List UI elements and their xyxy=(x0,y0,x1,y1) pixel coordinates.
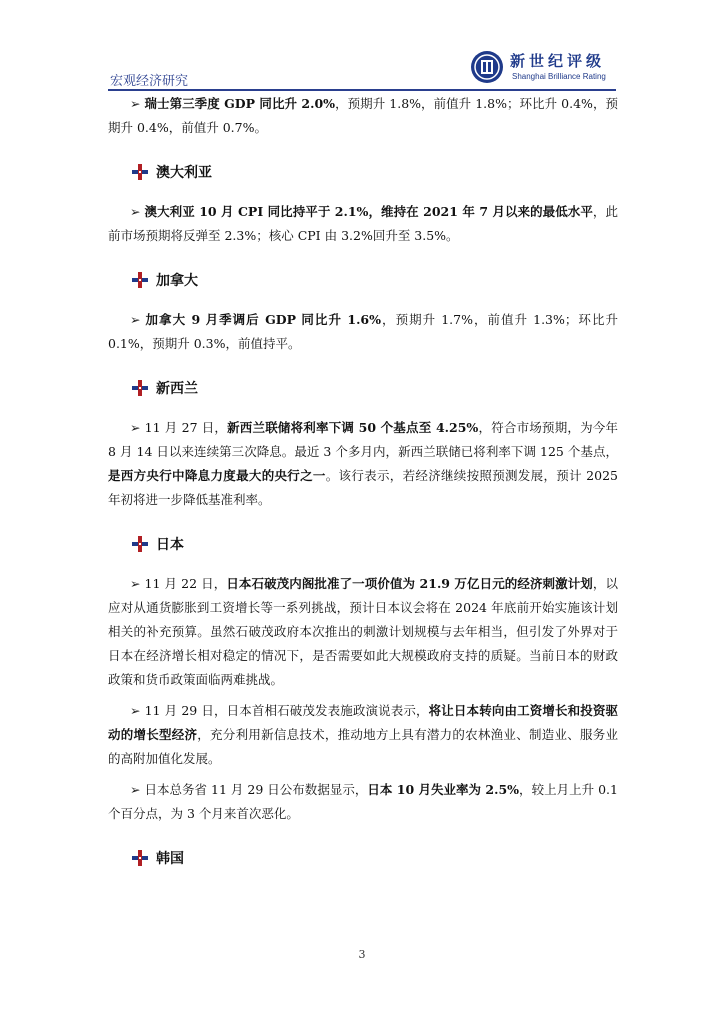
section-title: 日本 xyxy=(156,537,184,553)
body-text: ，以应对从通货膨胀到工资增长等一系列挑战，预计日本议会将在 2024 年底前开始实施该计划相关的补充预算。虽然石破茂政府本次推出的刺激计划规模与去年相当，但引发了外界对于日本在经济增长相对稳定的情况下，是否需要如此大规模政府支持的质疑。当前日本的财政政策和货币政策面临两难挑战。 xyxy=(108,576,618,687)
bold-text: 加拿大 9 月季调后 GDP 同比升 1.6% xyxy=(145,312,382,327)
header-title: 宏观经济研究 xyxy=(110,74,189,89)
body-text: 。该行表示，若经济继续按照预测发展，预计 2025 年初将进一步降低基准利率。 xyxy=(108,468,618,507)
paragraph xyxy=(108,572,618,692)
paragraph xyxy=(108,699,618,771)
logo-emblem-icon xyxy=(470,50,504,84)
section-title: 韩国 xyxy=(156,851,184,867)
section-heading-korea xyxy=(130,846,618,870)
bullet-arrow-icon: ➢ xyxy=(130,703,141,718)
paragraph xyxy=(108,778,618,826)
paragraph xyxy=(108,92,618,140)
document-body xyxy=(108,92,618,886)
section-marker-icon xyxy=(130,378,150,398)
section-heading-japan xyxy=(130,532,618,556)
bullet-arrow-icon: ➢ xyxy=(130,576,141,591)
body-text: ，符合市场预期，为今年 8 月 14 日以来连续第三次降息。最近 3 个多月内，新西兰联储已将利率下调 125 个基点， xyxy=(108,420,618,459)
body-text: 11 月 29 日，日本首相石破茂发表施政演说表示， xyxy=(144,703,429,718)
header-divider xyxy=(108,89,616,91)
page-number: 3 xyxy=(358,948,366,961)
section-title: 澳大利亚 xyxy=(156,165,212,181)
bold-text: 瑞士第三季度 GDP 同比升 2.0% xyxy=(144,96,336,111)
company-logo xyxy=(470,50,620,86)
bullet-arrow-icon: ➢ xyxy=(130,312,141,327)
bullet-arrow-icon: ➢ xyxy=(130,420,141,435)
logo-chinese-name: 新世纪评级 xyxy=(510,52,606,70)
body-text: ，预期升 1.8%，前值升 1.8%；环比升 0.4%，预期升 0.4%，前值升 0.7%。 xyxy=(108,96,618,135)
body-text: ，此前市场预期将反弹至 2.3%；核心 CPI 由 3.2%回升至 3.5%。 xyxy=(108,204,618,243)
bullet-arrow-icon: ➢ xyxy=(130,204,141,219)
body-text: ，充分利用新信息技术，推动地方上具有潜力的农林渔业、制造业、服务业的高附加值化发展。 xyxy=(108,727,618,766)
body-text: 11 月 22 日， xyxy=(144,576,227,591)
section-marker-icon xyxy=(130,162,150,182)
bullet-arrow-icon: ➢ xyxy=(130,96,141,111)
body-text: 11 月 27 日， xyxy=(144,420,228,435)
paragraph xyxy=(108,308,618,356)
section-heading-new-zealand xyxy=(130,376,618,400)
section-title: 新西兰 xyxy=(156,381,198,397)
section-marker-icon xyxy=(130,848,150,868)
section-heading-canada xyxy=(130,268,618,292)
paragraph xyxy=(108,416,618,512)
logo-english-name: Shanghai Brilliance Rating xyxy=(512,72,606,81)
bold-text: 日本石破茂内阁批准了一项价值为 21.9 万亿日元的经济刺激计划 xyxy=(226,576,593,591)
bold-text: 是西方央行中降息力度最大的央行之一 xyxy=(108,468,326,483)
section-marker-icon xyxy=(130,270,150,290)
body-text: 日本总务省 11 月 29 日公布数据显示， xyxy=(144,782,368,797)
section-marker-icon xyxy=(130,534,150,554)
bullet-arrow-icon: ➢ xyxy=(130,782,141,797)
bold-text: 新西兰联储将利率下调 50 个基点至 4.25% xyxy=(227,420,479,435)
bold-text: 日本 10 月失业率为 2.5% xyxy=(367,782,520,797)
body-text: ，较上月上升 0.1 个百分点，为 3 个月来首次恶化。 xyxy=(108,782,618,821)
section-title: 加拿大 xyxy=(156,273,198,289)
section-heading-australia xyxy=(130,160,618,184)
bold-text: 将让日本转向由工资增长和投资驱动的增长型经济 xyxy=(108,703,618,742)
paragraph xyxy=(108,200,618,248)
body-text: ，预期升 1.7%，前值升 1.3%；环比升 0.1%，预期升 0.3%，前值持平。 xyxy=(108,312,618,351)
bold-text: 澳大利亚 10 月 CPI 同比持平于 2.1%，维持在 2021 年 7 月以来的最低水平 xyxy=(144,204,593,219)
